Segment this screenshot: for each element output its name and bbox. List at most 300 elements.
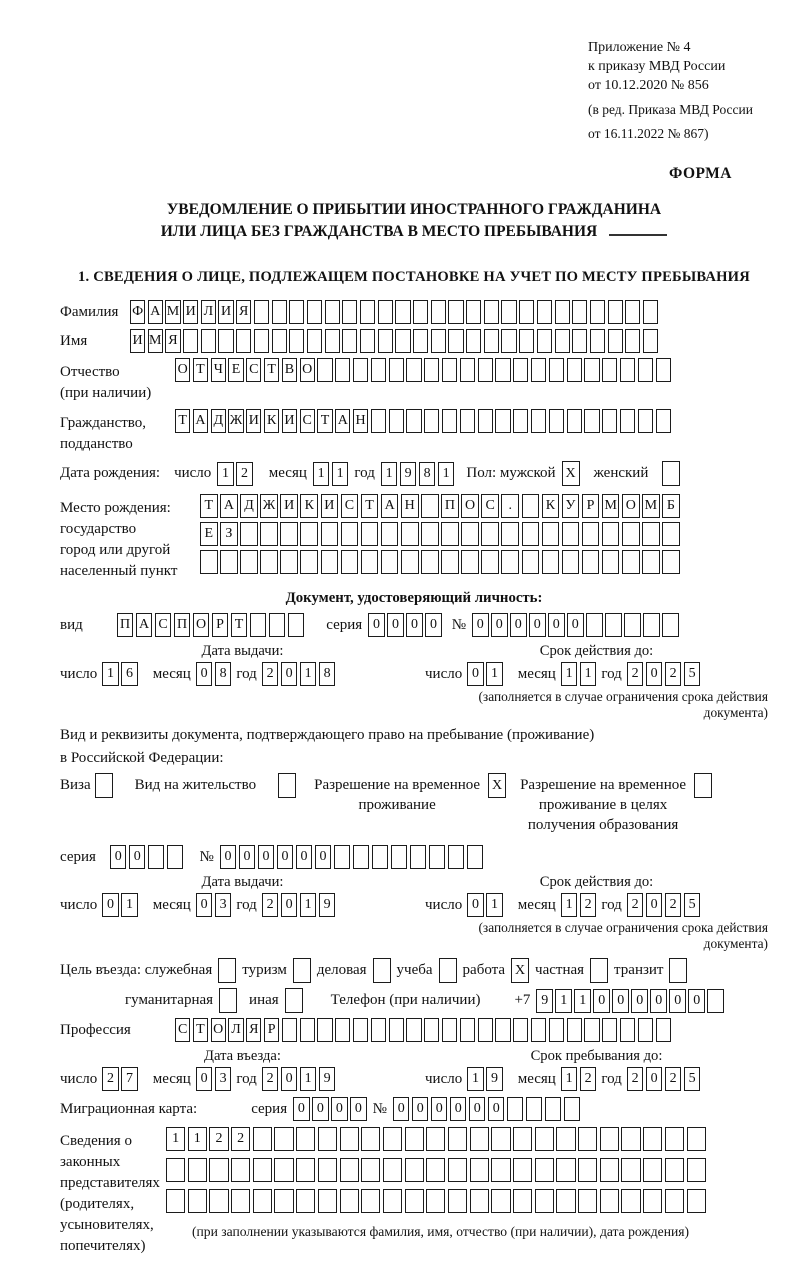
doc-expiry-year-cells-cell-3[interactable]: 5 [684,662,701,686]
temp-residence-edu-checkbox-cell-0[interactable] [694,773,712,798]
residence-permit-checkbox-cell-0[interactable] [278,773,296,798]
purpose-transit-checkbox[interactable] [669,958,687,983]
sex-male-checkbox[interactable] [562,461,580,486]
birthplace-cells-row3-cell-7[interactable] [341,550,359,574]
profession-cells-cell-14[interactable] [424,1018,439,1042]
phone-cells-cell-7[interactable]: 0 [669,989,686,1013]
guardians-cells-row2-cell-9[interactable] [361,1158,380,1182]
guardians-cells-row2-cell-17[interactable] [535,1158,554,1182]
guardians-cells-row2-cell-1[interactable] [188,1158,207,1182]
surname-cells-cell-21[interactable] [501,300,516,324]
birthplace-cells-row2-cell-14[interactable] [481,522,499,546]
guardians-cells-row3-cell-7[interactable] [318,1189,337,1213]
surname-cells[interactable] [130,300,658,324]
migr-number-cells-cell-1[interactable]: 0 [412,1097,429,1121]
phone-cells-cell-4[interactable]: 0 [612,989,629,1013]
migr-number-cells-cell-5[interactable]: 0 [488,1097,505,1121]
given-name-cells-cell-12[interactable] [342,329,357,353]
given-name-cells-cell-14[interactable] [378,329,393,353]
birthplace-cells-row1-cell-3[interactable]: Ж [260,494,278,518]
migr-number-cells-cell-2[interactable]: 0 [431,1097,448,1121]
surname-cells-cell-4[interactable]: Л [201,300,216,324]
doc-series-cells-cell-1[interactable]: 0 [387,613,404,637]
surname-cells-cell-17[interactable] [431,300,446,324]
doc-type-cells-cell-0[interactable]: П [117,613,134,637]
guardians-cells-row2-cell-13[interactable] [448,1158,467,1182]
guardians-cells-row3-cell-5[interactable] [274,1189,293,1213]
phone-cells-cell-6[interactable]: 0 [650,989,667,1013]
permit-expiry-day-cells[interactable] [467,893,503,917]
permit-number-cells-cell-1[interactable]: 0 [239,845,256,869]
doc-issue-month-cells-cell-1[interactable]: 8 [215,662,232,686]
doc-expiry-day-cells-cell-1[interactable]: 1 [486,662,503,686]
birthplace-cells-row3-cell-16[interactable] [522,550,540,574]
citizenship-cells-cell-26[interactable] [638,409,653,433]
given-name-cells[interactable] [130,329,658,353]
migr-series-cells-cell-1[interactable]: 0 [312,1097,329,1121]
profession-cells-cell-18[interactable] [495,1018,510,1042]
patronymic-cells-cell-25[interactable] [620,358,635,382]
citizenship-cells-cell-23[interactable] [584,409,599,433]
stay-month-cells[interactable] [561,1067,597,1091]
given-name-cells-cell-5[interactable] [218,329,233,353]
guardians-cells-row1-cell-17[interactable] [535,1127,554,1151]
surname-cells-cell-8[interactable] [272,300,287,324]
surname-cells-cell-29[interactable] [643,300,658,324]
guardians-cells-row1-cell-1[interactable]: 1 [188,1127,207,1151]
guardians-cells-row3-cell-6[interactable] [296,1189,315,1213]
permit-expiry-year-cells-cell-0[interactable]: 2 [627,893,644,917]
citizenship-cells-cell-7[interactable]: С [300,409,315,433]
permit-number-cells-cell-4[interactable]: 0 [296,845,313,869]
purpose-private-checkbox-cell-0[interactable] [590,958,608,983]
patronymic-cells-cell-12[interactable] [389,358,404,382]
surname-cells-cell-25[interactable] [572,300,587,324]
patronymic-cells-cell-6[interactable]: В [282,358,297,382]
patronymic-cells-cell-7[interactable]: О [300,358,315,382]
permit-series-cells-cell-2[interactable] [148,845,165,869]
birthplace-cells-row1-cell-4[interactable]: И [280,494,298,518]
birthplace-cells-row2-cell-2[interactable] [240,522,258,546]
guardians-cells-row2-cell-19[interactable] [578,1158,597,1182]
doc-issue-day-cells-cell-1[interactable]: 6 [121,662,138,686]
migr-number-cells-cell-6[interactable] [507,1097,524,1121]
permit-issue-month-cells[interactable] [196,893,232,917]
purpose-official-checkbox[interactable] [218,958,236,983]
permit-expiry-year-cells-cell-1[interactable]: 0 [646,893,663,917]
citizenship-cells-cell-4[interactable]: И [246,409,261,433]
guardians-cells-row1-cell-16[interactable] [513,1127,532,1151]
guardians-cells-row3-cell-21[interactable] [621,1189,640,1213]
birthplace-cells-row1-cell-16[interactable] [522,494,540,518]
citizenship-cells-cell-16[interactable] [460,409,475,433]
phone-cells[interactable] [536,989,724,1013]
purpose-transit-checkbox-cell-0[interactable] [669,958,687,983]
guardians-cells-row1-cell-7[interactable] [318,1127,337,1151]
doc-type-cells-cell-6[interactable]: Т [231,613,248,637]
guardians-cells-row3-cell-14[interactable] [470,1189,489,1213]
birthplace-cells-row1-cell-0[interactable]: Т [200,494,218,518]
birthplace-cells-row1-cell-11[interactable] [421,494,439,518]
birthplace-cells-row3-cell-3[interactable] [260,550,278,574]
stay-year-cells-cell-3[interactable]: 5 [684,1067,701,1091]
doc-type-cells-cell-4[interactable]: О [193,613,210,637]
temp-residence-edu-checkbox[interactable] [694,773,712,798]
doc-issue-year-cells[interactable] [262,662,336,686]
given-name-cells-cell-23[interactable] [537,329,552,353]
patronymic-cells-cell-11[interactable] [371,358,386,382]
citizenship-cells-cell-0[interactable]: Т [175,409,190,433]
birth-year-cells-cell-2[interactable]: 8 [419,462,436,486]
guardians-cells-row1-cell-15[interactable] [491,1127,510,1151]
doc-number-cells-cell-4[interactable]: 0 [548,613,565,637]
guardians-cells-row3-cell-16[interactable] [513,1189,532,1213]
birthplace-cells-row3-cell-8[interactable] [361,550,379,574]
permit-expiry-year-cells[interactable] [627,893,701,917]
stay-month-cells-cell-1[interactable]: 2 [580,1067,597,1091]
birth-year-cells[interactable] [381,462,455,486]
migr-number-cells[interactable] [393,1097,581,1121]
sex-male-checkbox-cell-0[interactable]: X [562,461,580,486]
guardians-cells-row1-cell-14[interactable] [470,1127,489,1151]
given-name-cells-cell-20[interactable] [484,329,499,353]
phone-cells-cell-5[interactable]: 0 [631,989,648,1013]
surname-cells-cell-6[interactable]: Я [236,300,251,324]
visa-checkbox-cell-0[interactable] [95,773,113,798]
birthplace-cells-row1-cell-8[interactable]: Т [361,494,379,518]
guardians-cells-row3-cell-20[interactable] [600,1189,619,1213]
stay-year-cells-cell-2[interactable]: 2 [665,1067,682,1091]
citizenship-cells-cell-24[interactable] [602,409,617,433]
guardians-cells-row2-cell-15[interactable] [491,1158,510,1182]
birthplace-cells-row3-cell-21[interactable] [622,550,640,574]
guardians-cells-row3-cell-4[interactable] [253,1189,272,1213]
profession-cells-cell-23[interactable] [584,1018,599,1042]
citizenship-cells-cell-5[interactable]: К [264,409,279,433]
profession-cells-cell-21[interactable] [549,1018,564,1042]
birthplace-cells-row2-cell-13[interactable] [461,522,479,546]
permit-issue-month-cells-cell-1[interactable]: 3 [215,893,232,917]
birthplace-cells-row2-cell-15[interactable] [501,522,519,546]
given-name-cells-cell-15[interactable] [395,329,410,353]
doc-expiry-year-cells-cell-1[interactable]: 0 [646,662,663,686]
birthplace-cells-row1-cell-18[interactable]: У [562,494,580,518]
profession-cells-cell-0[interactable]: С [175,1018,190,1042]
birthplace-cells-row1-cell-17[interactable]: К [542,494,560,518]
citizenship-cells-cell-25[interactable] [620,409,635,433]
permit-number-cells-cell-9[interactable] [391,845,408,869]
permit-number-cells-cell-13[interactable] [467,845,484,869]
migr-number-cells-cell-4[interactable]: 0 [469,1097,486,1121]
permit-series-cells-cell-3[interactable] [167,845,184,869]
entry-year-cells-cell-1[interactable]: 0 [281,1067,298,1091]
given-name-cells-cell-28[interactable] [625,329,640,353]
birthplace-cells-row2-cell-9[interactable] [381,522,399,546]
patronymic-cells-cell-27[interactable] [656,358,671,382]
guardians-cells-row3-cell-9[interactable] [361,1189,380,1213]
doc-number-cells-cell-1[interactable]: 0 [491,613,508,637]
birthplace-cells-row1-cell-5[interactable]: К [300,494,318,518]
purpose-work-checkbox[interactable] [511,958,529,983]
phone-cells-cell-0[interactable]: 9 [536,989,553,1013]
visa-checkbox[interactable] [95,773,113,798]
phone-cells-cell-1[interactable]: 1 [555,989,572,1013]
birth-year-cells-cell-1[interactable]: 9 [400,462,417,486]
doc-expiry-month-cells-cell-1[interactable]: 1 [580,662,597,686]
purpose-study-checkbox[interactable] [439,958,457,983]
purpose-other-checkbox[interactable] [285,988,303,1013]
surname-cells-cell-22[interactable] [519,300,534,324]
birthplace-cells-row3-cell-23[interactable] [662,550,680,574]
doc-type-cells-cell-3[interactable]: П [174,613,191,637]
guardians-cells-row2-cell-14[interactable] [470,1158,489,1182]
guardians-cells-row1-cell-20[interactable] [600,1127,619,1151]
patronymic-cells-cell-5[interactable]: Т [264,358,279,382]
entry-day-cells[interactable] [102,1067,138,1091]
patronymic-cells-cell-8[interactable] [317,358,332,382]
given-name-cells-cell-1[interactable]: М [148,329,163,353]
profession-cells-cell-19[interactable] [513,1018,528,1042]
patronymic-cells[interactable] [175,358,671,382]
birthplace-cells-row2-cell-18[interactable] [562,522,580,546]
birthplace-cells-row1-cell-22[interactable]: М [642,494,660,518]
surname-cells-cell-10[interactable] [307,300,322,324]
birthplace-cells-row3-cell-11[interactable] [421,550,439,574]
permit-issue-year-cells-cell-1[interactable]: 0 [281,893,298,917]
guardians-cells-row1-cell-5[interactable] [274,1127,293,1151]
birthplace-cells-row3-cell-18[interactable] [562,550,580,574]
permit-number-cells-cell-10[interactable] [410,845,427,869]
profession-cells-cell-10[interactable] [353,1018,368,1042]
birthplace-cells-row3-cell-4[interactable] [280,550,298,574]
patronymic-cells-cell-0[interactable]: О [175,358,190,382]
doc-issue-year-cells-cell-1[interactable]: 0 [281,662,298,686]
profession-cells-cell-22[interactable] [567,1018,582,1042]
surname-cells-cell-11[interactable] [325,300,340,324]
guardians-cells-row2-cell-12[interactable] [426,1158,445,1182]
doc-expiry-day-cells[interactable] [467,662,503,686]
birthplace-cells-row2-cell-3[interactable] [260,522,278,546]
doc-issue-day-cells-cell-0[interactable]: 1 [102,662,119,686]
permit-number-cells-cell-0[interactable]: 0 [220,845,237,869]
birth-month-cells[interactable] [313,462,349,486]
citizenship-cells-cell-2[interactable]: Д [211,409,226,433]
citizenship-cells-cell-3[interactable]: Ж [228,409,243,433]
permit-issue-year-cells-cell-0[interactable]: 2 [262,893,279,917]
birthplace-cells-row1-cell-9[interactable]: А [381,494,399,518]
profession-cells-cell-9[interactable] [335,1018,350,1042]
permit-series-cells-cell-0[interactable]: 0 [110,845,127,869]
stay-day-cells-cell-0[interactable]: 1 [467,1067,484,1091]
birthplace-cells-row1-cell-19[interactable]: Р [582,494,600,518]
patronymic-cells-cell-15[interactable] [442,358,457,382]
guardians-cells-row2-cell-23[interactable] [665,1158,684,1182]
entry-year-cells[interactable] [262,1067,336,1091]
surname-cells-cell-20[interactable] [484,300,499,324]
stay-day-cells[interactable] [467,1067,503,1091]
guardians-cells-row2-cell-3[interactable] [231,1158,250,1182]
guardians-cells-row2-cell-6[interactable] [296,1158,315,1182]
stay-year-cells-cell-1[interactable]: 0 [646,1067,663,1091]
purpose-tourism-checkbox[interactable] [293,958,311,983]
guardians-cells-row1-cell-24[interactable] [687,1127,706,1151]
sex-female-checkbox-cell-0[interactable] [662,461,680,486]
guardians-cells-row2[interactable] [166,1158,706,1182]
citizenship-cells-cell-14[interactable] [424,409,439,433]
birthplace-cells-row2-cell-11[interactable] [421,522,439,546]
guardians-cells-row1-cell-23[interactable] [665,1127,684,1151]
residence-permit-checkbox[interactable] [278,773,296,798]
guardians-cells-row3-cell-2[interactable] [209,1189,228,1213]
given-name-cells-cell-24[interactable] [555,329,570,353]
patronymic-cells-cell-19[interactable] [513,358,528,382]
profession-cells-cell-3[interactable]: Л [228,1018,243,1042]
doc-issue-month-cells-cell-0[interactable]: 0 [196,662,213,686]
permit-number-cells-cell-3[interactable]: 0 [277,845,294,869]
phone-cells-cell-8[interactable]: 0 [688,989,705,1013]
guardians-cells-row1-cell-9[interactable] [361,1127,380,1151]
doc-type-cells-cell-8[interactable] [269,613,286,637]
guardians-cells-row3-cell-15[interactable] [491,1189,510,1213]
profession-cells-cell-2[interactable]: О [211,1018,226,1042]
birthplace-cells-row2-cell-6[interactable] [321,522,339,546]
surname-cells-cell-0[interactable]: Ф [130,300,145,324]
purpose-tourism-checkbox-cell-0[interactable] [293,958,311,983]
citizenship-cells-cell-12[interactable] [389,409,404,433]
permit-expiry-day-cells-cell-1[interactable]: 1 [486,893,503,917]
citizenship-cells-cell-10[interactable]: Н [353,409,368,433]
doc-number-cells-cell-3[interactable]: 0 [529,613,546,637]
profession-cells-cell-7[interactable] [300,1018,315,1042]
temp-residence-checkbox[interactable] [488,773,506,798]
doc-issue-year-cells-cell-2[interactable]: 1 [300,662,317,686]
surname-cells-cell-1[interactable]: А [148,300,163,324]
patronymic-cells-cell-16[interactable] [460,358,475,382]
patronymic-cells-cell-21[interactable] [549,358,564,382]
surname-cells-cell-16[interactable] [413,300,428,324]
doc-series-cells-cell-0[interactable]: 0 [368,613,385,637]
patronymic-cells-cell-17[interactable] [478,358,493,382]
permit-expiry-day-cells-cell-0[interactable]: 0 [467,893,484,917]
profession-cells-cell-25[interactable] [620,1018,635,1042]
guardians-cells-row1[interactable] [166,1127,706,1151]
guardians-cells-row2-cell-16[interactable] [513,1158,532,1182]
stay-month-cells-cell-0[interactable]: 1 [561,1067,578,1091]
doc-issue-month-cells[interactable] [196,662,232,686]
purpose-private-checkbox[interactable] [590,958,608,983]
surname-cells-cell-15[interactable] [395,300,410,324]
doc-type-cells-cell-7[interactable] [250,613,267,637]
migr-series-cells-cell-3[interactable]: 0 [350,1097,367,1121]
birthplace-cells-row2-cell-4[interactable] [280,522,298,546]
birthplace-cells-row2-cell-22[interactable] [642,522,660,546]
given-name-cells-cell-11[interactable] [325,329,340,353]
entry-day-cells-cell-1[interactable]: 7 [121,1067,138,1091]
permit-number-cells-cell-12[interactable] [448,845,465,869]
entry-month-cells-cell-0[interactable]: 0 [196,1067,213,1091]
guardians-cells-row3-cell-12[interactable] [426,1189,445,1213]
permit-issue-month-cells-cell-0[interactable]: 0 [196,893,213,917]
birth-day-cells[interactable] [217,462,253,486]
birthplace-cells-row1-cell-15[interactable]: . [501,494,519,518]
birthplace-cells-row3-cell-5[interactable] [300,550,318,574]
permit-issue-year-cells[interactable] [262,893,336,917]
permit-expiry-year-cells-cell-3[interactable]: 5 [684,893,701,917]
guardians-cells-row1-cell-13[interactable] [448,1127,467,1151]
doc-expiry-month-cells[interactable] [561,662,597,686]
surname-cells-cell-19[interactable] [466,300,481,324]
guardians-cells-row2-cell-0[interactable] [166,1158,185,1182]
purpose-business-checkbox[interactable] [373,958,391,983]
profession-cells-cell-27[interactable] [656,1018,671,1042]
guardians-cells-row2-cell-11[interactable] [405,1158,424,1182]
guardians-cells-row1-cell-4[interactable] [253,1127,272,1151]
doc-number-cells-cell-8[interactable] [624,613,641,637]
birthplace-cells-row1-cell-14[interactable]: С [481,494,499,518]
birthplace-cells-row2-cell-19[interactable] [582,522,600,546]
doc-expiry-year-cells-cell-2[interactable]: 2 [665,662,682,686]
given-name-cells-cell-7[interactable] [254,329,269,353]
stay-day-cells-cell-1[interactable]: 9 [486,1067,503,1091]
given-name-cells-cell-8[interactable] [272,329,287,353]
doc-type-cells-cell-5[interactable]: Р [212,613,229,637]
patronymic-cells-cell-18[interactable] [495,358,510,382]
migr-number-cells-cell-9[interactable] [564,1097,581,1121]
doc-number-cells-cell-6[interactable] [586,613,603,637]
birthplace-cells-row2-cell-1[interactable]: З [220,522,238,546]
guardians-cells-row2-cell-10[interactable] [383,1158,402,1182]
profession-cells-cell-12[interactable] [389,1018,404,1042]
profession-cells-cell-26[interactable] [638,1018,653,1042]
guardians-cells-row2-cell-7[interactable] [318,1158,337,1182]
profession-cells[interactable] [175,1018,671,1042]
birthplace-cells-row2-cell-8[interactable] [361,522,379,546]
guardians-cells-row1-cell-11[interactable] [405,1127,424,1151]
birth-month-cells-cell-0[interactable]: 1 [313,462,330,486]
surname-cells-cell-9[interactable] [289,300,304,324]
guardians-cells-row1-cell-18[interactable] [556,1127,575,1151]
doc-type-cells-cell-9[interactable] [288,613,305,637]
birthplace-cells-row2-cell-7[interactable] [341,522,359,546]
birthplace-cells-row1-cell-7[interactable]: С [341,494,359,518]
migr-number-cells-cell-7[interactable] [526,1097,543,1121]
birthplace-cells-row1-cell-13[interactable]: О [461,494,479,518]
migr-number-cells-cell-0[interactable]: 0 [393,1097,410,1121]
profession-cells-cell-24[interactable] [602,1018,617,1042]
guardians-cells-row2-cell-4[interactable] [253,1158,272,1182]
guardians-cells-row3-cell-11[interactable] [405,1189,424,1213]
guardians-cells-row3-cell-3[interactable] [231,1189,250,1213]
given-name-cells-cell-9[interactable] [289,329,304,353]
profession-cells-cell-20[interactable] [531,1018,546,1042]
patronymic-cells-cell-4[interactable]: С [246,358,261,382]
guardians-cells-row3-cell-24[interactable] [687,1189,706,1213]
surname-cells-cell-13[interactable] [360,300,375,324]
guardians-cells-row3-cell-18[interactable] [556,1189,575,1213]
guardians-cells-row3-cell-17[interactable] [535,1189,554,1213]
guardians-cells-row2-cell-8[interactable] [340,1158,359,1182]
doc-type-cells[interactable] [117,613,305,637]
surname-cells-cell-14[interactable] [378,300,393,324]
permit-number-cells-cell-6[interactable] [334,845,351,869]
citizenship-cells-cell-9[interactable]: А [335,409,350,433]
birthplace-cells-row2[interactable] [200,522,680,546]
guardians-cells-row2-cell-20[interactable] [600,1158,619,1182]
stay-year-cells-cell-0[interactable]: 2 [627,1067,644,1091]
birthplace-cells-row2-cell-16[interactable] [522,522,540,546]
surname-cells-cell-24[interactable] [555,300,570,324]
profession-cells-cell-11[interactable] [371,1018,386,1042]
